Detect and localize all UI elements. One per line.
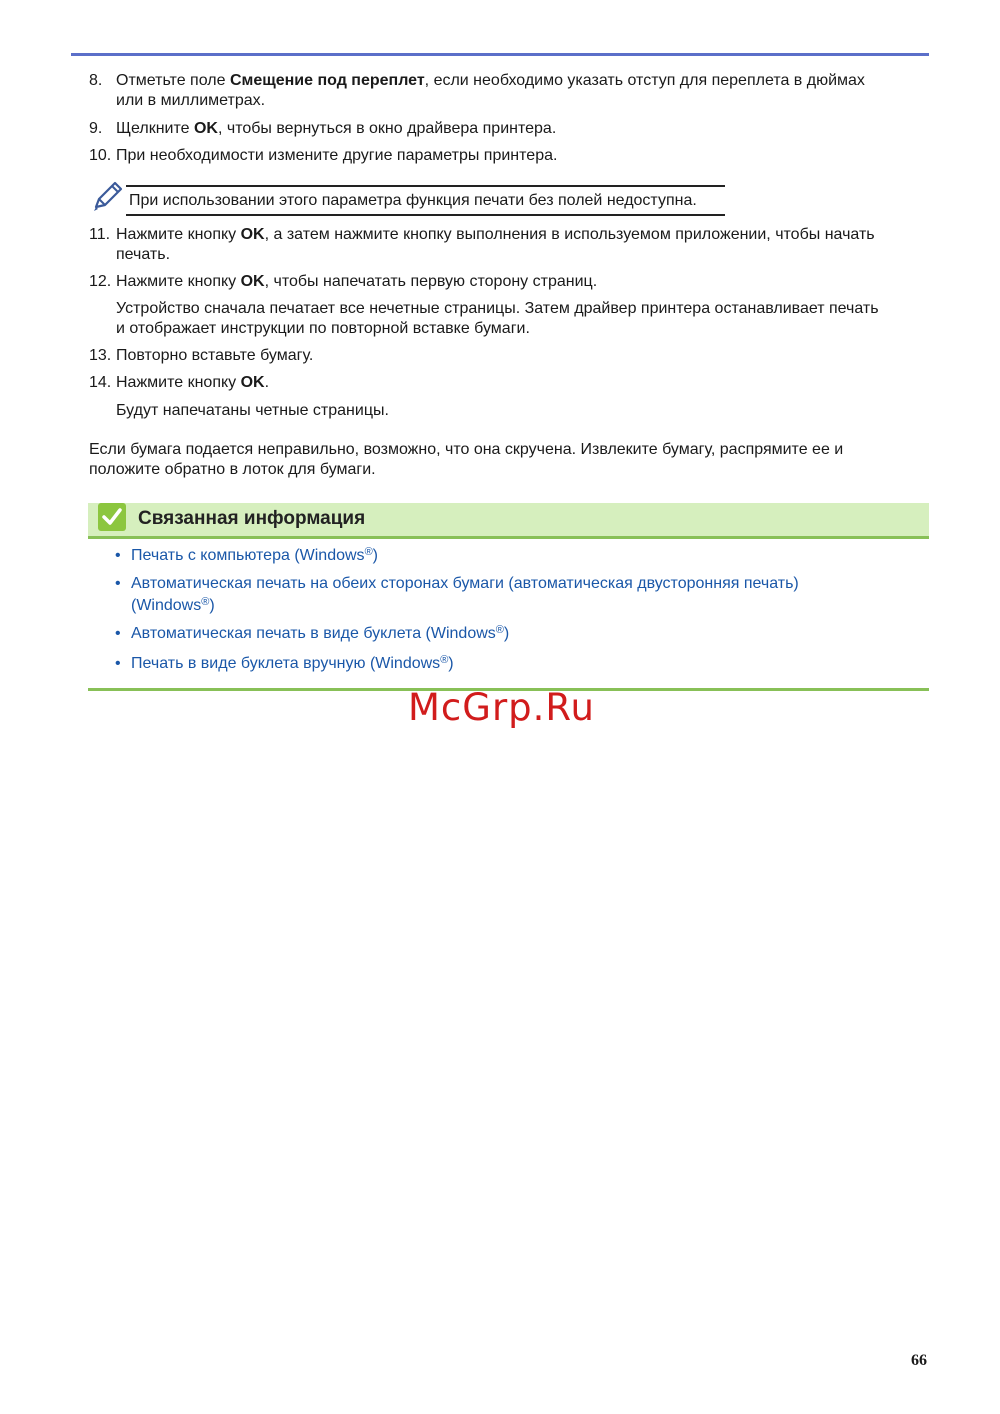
step-text: Нажмите кнопку OK, а затем нажмите кнопку выполнения в используемом приложении, чтобы начать: [116, 226, 875, 243]
step-text: Нажмите кнопку OK.: [116, 374, 270, 391]
step-12: [89, 272, 919, 292]
note-box: [90, 180, 730, 220]
step-text: Повторно вставьте бумагу.: [116, 347, 314, 364]
page-number: 66: [911, 1352, 927, 1369]
step-number: 13.: [89, 347, 112, 364]
note-rule-bottom: [126, 214, 725, 216]
step-text: Щелкните OK, чтобы вернуться в окно драйвера принтера.: [116, 120, 557, 137]
step-11: [89, 225, 919, 265]
step-14: [89, 373, 919, 393]
link-manual-booklet[interactable]: • Печать в виде буклета вручную (Windows®): [115, 653, 915, 675]
step-14-detail: Будут напечатаны четные страницы.: [116, 402, 389, 419]
step-text: При необходимости измените другие параметры принтера.: [116, 147, 558, 164]
related-links: [115, 545, 915, 675]
step-12-detail: Устройство сначала печатает все нечетные страницы. Затем драйвер принтера останавливает печать и отображает инструкции по повторной вставке бумаги.: [116, 300, 879, 337]
note-rule-top: [126, 185, 725, 187]
step-number: 9.: [89, 120, 103, 137]
paper-tip: Если бумага подается неправильно, возможно, что она скручена. Извлеките бумагу, распрямите ее и положите обратно в лоток для бумаги.: [89, 441, 844, 478]
related-info-header: [88, 503, 929, 539]
note-text: При использовании этого параметра функция печати без полей недоступна.: [129, 192, 697, 209]
step-13: [89, 346, 919, 366]
step-8: [89, 71, 919, 111]
step-number: 10.: [89, 147, 112, 164]
step-text: Нажмите кнопку OK, чтобы напечатать первую сторону страниц.: [116, 273, 598, 290]
watermark: McGrp.Ru: [408, 686, 595, 729]
checkmark-icon: [98, 503, 126, 531]
bullet: •: [115, 625, 121, 642]
link-auto-booklet[interactable]: • Автоматическая печать в виде буклета (Windows®): [115, 623, 915, 645]
step-text: Отметьте поле Смещение под переплет, если необходимо указать отступ для переплета в дюймах: [116, 72, 865, 89]
step-9: [89, 119, 919, 139]
step-number: 12.: [89, 273, 112, 290]
step-text-continued: печать.: [116, 246, 171, 263]
link-auto-duplex[interactable]: • Автоматическая печать на обеих сторонах бумаги (автоматическая двусторонняя печать) (Windows®): [115, 575, 799, 614]
bullet: •: [115, 575, 121, 592]
link-print-from-computer[interactable]: • Печать с компьютера (Windows®): [115, 545, 915, 567]
pencil-icon: [90, 180, 124, 214]
top-rule: [71, 53, 929, 56]
related-info-title: Связанная информация: [138, 508, 366, 529]
step-number: 14.: [89, 374, 112, 391]
step-number: 8.: [89, 72, 103, 89]
bullet: •: [115, 547, 121, 564]
step-text-continued: или в миллиметрах.: [116, 92, 266, 109]
step-number: 11.: [89, 226, 111, 243]
step-10: [89, 146, 919, 166]
bullet: •: [115, 655, 121, 672]
